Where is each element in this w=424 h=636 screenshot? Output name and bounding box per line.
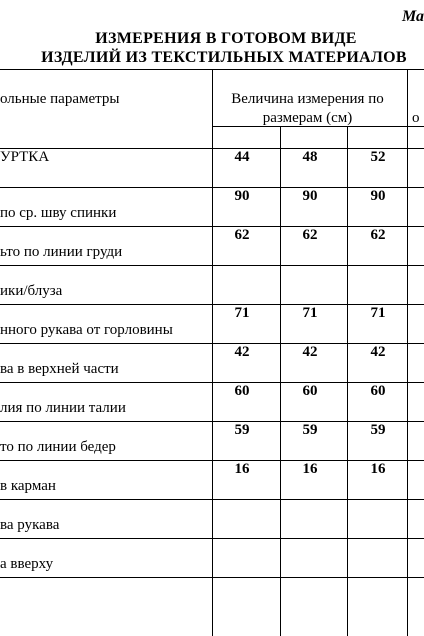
row-label: нного рукава от горловины bbox=[0, 322, 173, 338]
title-line-1: ИЗМЕРЕНИЯ В ГОТОВОМ ВИДЕ bbox=[95, 30, 357, 47]
title-line-2: ИЗДЕЛИЙ ИЗ ТЕКСТИЛЬНЫХ МАТЕРИАЛОВ bbox=[41, 49, 407, 66]
row-value: 60 bbox=[370, 383, 386, 399]
row-label: по ср. шву спинки bbox=[0, 205, 117, 221]
row-value: 16 bbox=[234, 461, 250, 477]
row-value: 71 bbox=[370, 305, 386, 321]
row-value: 62 bbox=[234, 227, 250, 243]
header-right-col: о bbox=[412, 110, 420, 126]
row-label: а вверху bbox=[0, 556, 54, 572]
col-divider-values-right bbox=[407, 69, 408, 636]
row-value: 90 bbox=[370, 188, 386, 204]
row-value: 59 bbox=[370, 422, 386, 438]
row-value: 90 bbox=[302, 188, 318, 204]
header-value-col-line2: размерам (см) bbox=[262, 110, 353, 126]
row-label: ва в верхней части bbox=[0, 361, 119, 377]
row-value: 42 bbox=[234, 344, 250, 360]
row-value: 48 bbox=[302, 149, 318, 165]
row-value: 16 bbox=[370, 461, 386, 477]
row-value: 62 bbox=[302, 227, 318, 243]
row-value: 44 bbox=[234, 149, 250, 165]
row-value: 90 bbox=[234, 188, 250, 204]
row-border bbox=[0, 577, 424, 578]
row-value: 71 bbox=[234, 305, 250, 321]
row-label: ики/блуза bbox=[0, 283, 63, 299]
row-label: ва рукава bbox=[0, 517, 60, 533]
row-value: 16 bbox=[302, 461, 318, 477]
row-border bbox=[0, 265, 424, 266]
row-value: 59 bbox=[234, 422, 250, 438]
row-border bbox=[0, 499, 424, 500]
row-value: 62 bbox=[370, 227, 386, 243]
header-param-col: ольные параметры bbox=[0, 91, 120, 107]
col-divider-values-left bbox=[212, 69, 213, 636]
header-value-col-line1: Величина измерения по bbox=[231, 91, 384, 107]
row-value: 71 bbox=[302, 305, 318, 321]
col-divider-2 bbox=[280, 126, 281, 636]
row-label: то по линии бедер bbox=[0, 439, 116, 455]
row-value: 42 bbox=[302, 344, 318, 360]
row-label: лия по линии талии bbox=[0, 400, 126, 416]
row-value: 60 bbox=[234, 383, 250, 399]
row-value: 60 bbox=[302, 383, 318, 399]
row-value: 59 bbox=[302, 422, 318, 438]
row-border bbox=[0, 538, 424, 539]
row-value: 52 bbox=[370, 149, 386, 165]
row-label: в карман bbox=[0, 478, 56, 494]
corner-text: Ма bbox=[402, 8, 424, 25]
row-label: УРТКА bbox=[0, 149, 50, 165]
row-value: 42 bbox=[370, 344, 386, 360]
row-label: ьто по линии груди bbox=[0, 244, 123, 260]
col-divider-3 bbox=[347, 126, 348, 636]
